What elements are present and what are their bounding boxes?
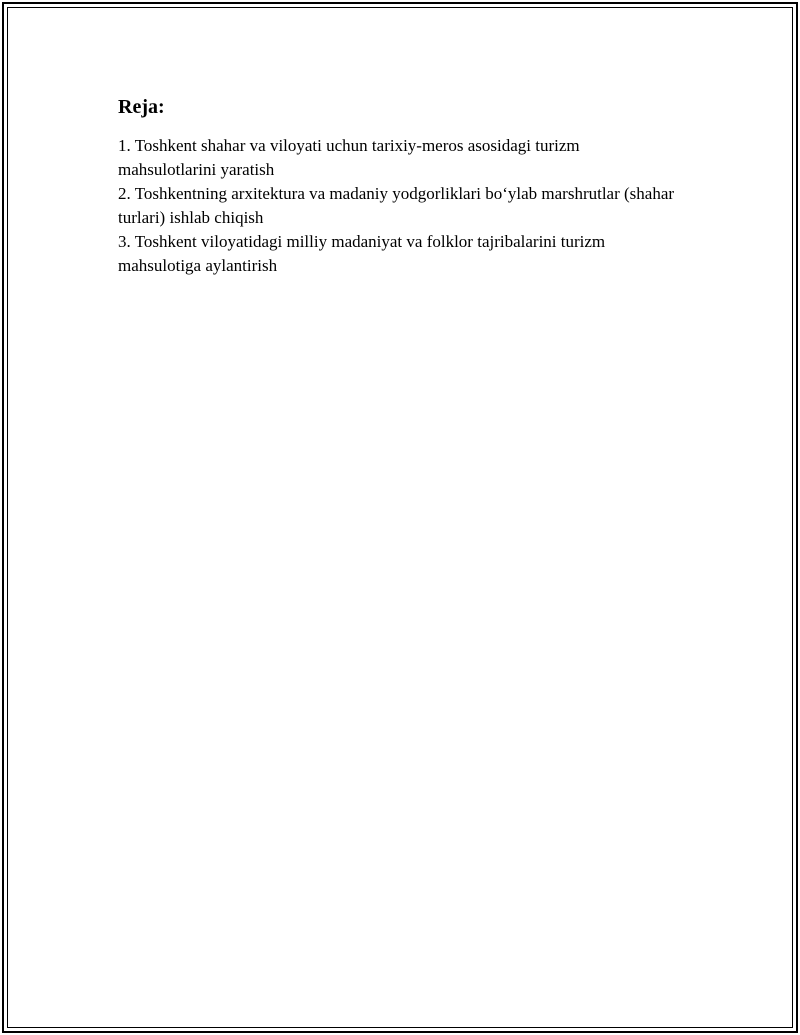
plan-item-3: 3. Toshkent viloyatidagi milliy madaniyat va folklor tajribalarini turizm mahsulotiga aylantirish (118, 232, 606, 275)
plan-list (118, 134, 678, 278)
plan-item-2: 2. Toshkentning arxitektura va madaniy yodgorliklari bo‘ylab marshrutlar (shahar turlari) ishlab chiqish (118, 184, 675, 227)
plan-item-1: 1. Toshkent shahar va viloyati uchun tarixiy-meros asosidagi turizm mahsulotlarini yaratish (118, 136, 580, 179)
document-body (118, 94, 678, 278)
plan-heading: Reja: (118, 96, 165, 118)
